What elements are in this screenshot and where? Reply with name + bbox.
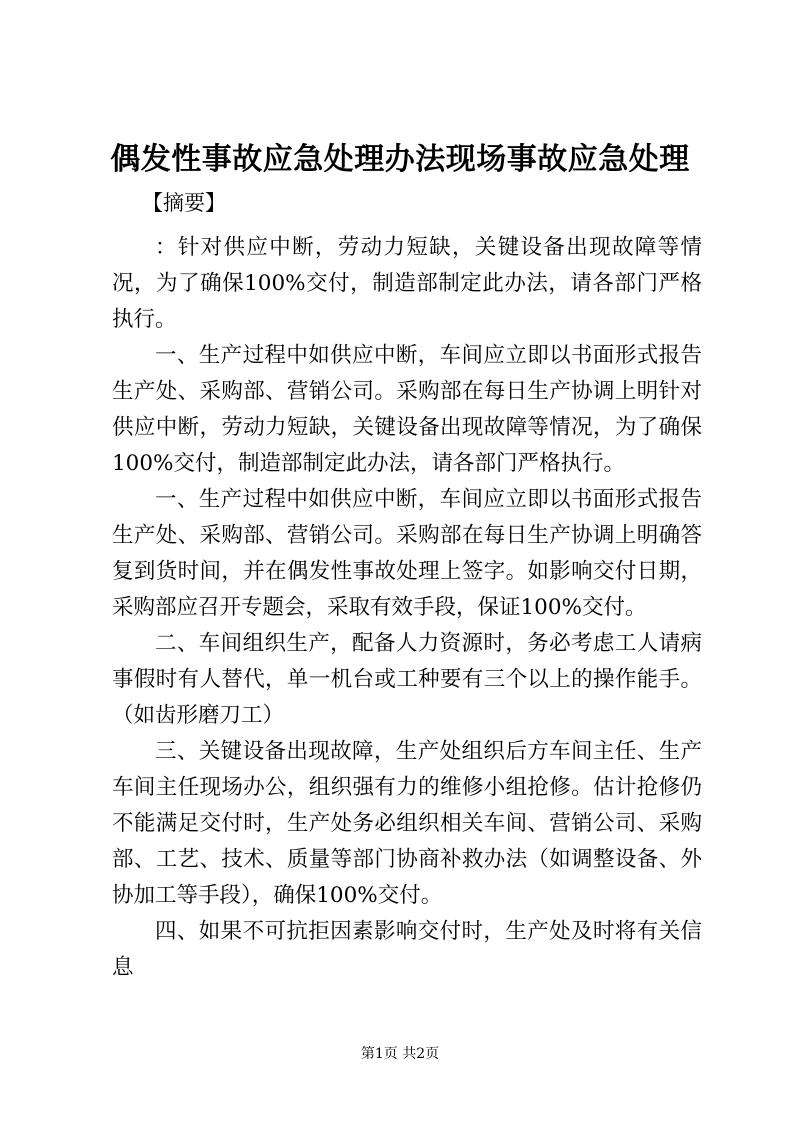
paragraph-section-2: 二、车间组织生产，配备人力资源时，务必考虑工人请病事假时有人替代，单一机台或工种要有三个以上的操作能手。（如齿形磨刀工） bbox=[112, 631, 702, 728]
paragraph-section-3: 三、关键设备出现故障，生产处组织后方车间主任、生产车间主任现场办公，组织强有力的维修小组抢修。估计抢修仍不能满足交付时，生产处务必组织相关车间、营销公司、采购部、工艺、技术、质量等部门协商补救办法（如调整设备、外协加工等手段），确保100%交付。 bbox=[112, 739, 702, 908]
paragraph-intro: ：针对供应中断，劳动力短缺，关键设备出现故障等情况，为了确保100%交付，制造部制定此办法，请各部门严格执行。 bbox=[112, 235, 702, 332]
paragraph-section-4: 四、如果不可抗拒因素影响交付时，生产处及时将有关信息 bbox=[112, 919, 702, 980]
document-title: 偶发性事故应急处理办法现场事故应急处理 bbox=[110, 142, 690, 177]
abstract-label: 【摘要】 bbox=[142, 191, 226, 215]
paragraph-section-1a: 一、生产过程中如供应中断，车间应立即以书面形式报告生产处、采购部、营销公司。采购部在每日生产协调上明针对供应中断，劳动力短缺，关键设备出现故障等情况，为了确保100%交付，制造部制定此办法，请各部门严格执行。 bbox=[112, 343, 702, 476]
paragraph-section-1b: 一、生产过程中如供应中断，车间应立即以书面形式报告生产处、采购部、营销公司。采购部在每日生产协调上明确答复到货时间，并在偶发性事故处理上签字。如影响交付日期，采购部应召开专题会，采取有效手段，保证100%交付。 bbox=[112, 487, 702, 620]
page-footer: 第1页 共2页 bbox=[360, 1046, 440, 1062]
document-body bbox=[112, 230, 702, 986]
